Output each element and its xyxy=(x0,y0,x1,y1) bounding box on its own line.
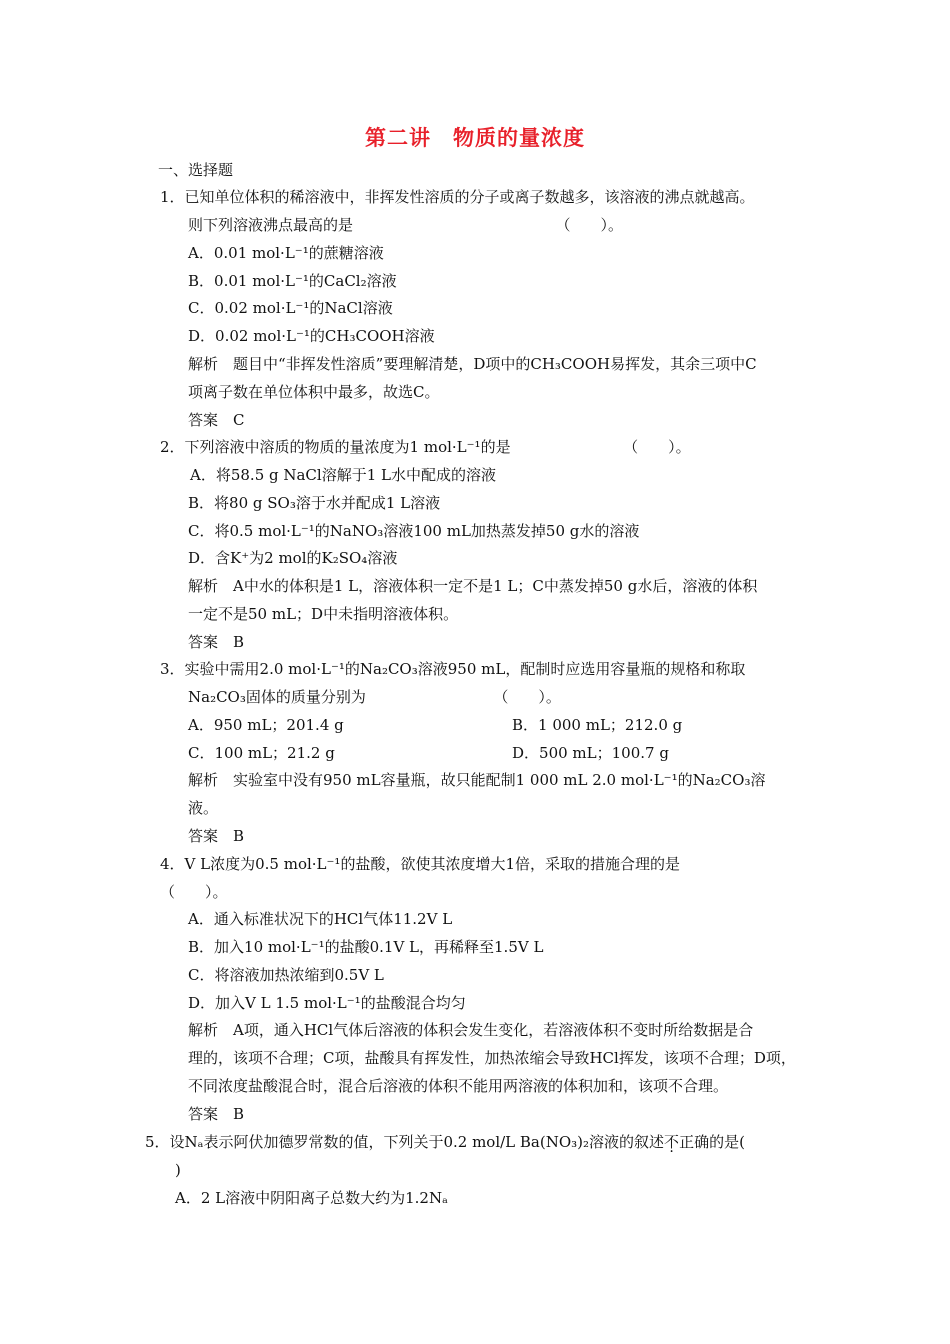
q2-option-d: D．含K⁺为2 mol的K₂SO₄溶液 xyxy=(188,549,398,567)
q4-option-a: A．通入标准状况下的HCl气体11.2V L xyxy=(188,910,453,928)
page-title: 第二讲 物质的量浓度 xyxy=(365,125,585,150)
q1-explanation-line2: 项离子数在单位体积中最多，故选C。 xyxy=(188,383,440,401)
q3-answer: 答案 B xyxy=(188,827,245,845)
q2-option-c: C．将0.5 mol·L⁻¹的NaNO₃溶液100 mL加热蒸发掉50 g水的溶液 xyxy=(188,522,640,540)
q3-option-b: B．1 000 mL；212.0 g xyxy=(512,716,683,734)
q1-stem-line2: 则下列溶液沸点最高的是 （ ）。 xyxy=(188,216,624,234)
q3-explanation-line1: 解析 实验室中没有950 mL容量瓶，故只能配制1 000 mL 2.0 mol·L⁻¹的Na₂CO₃溶 xyxy=(188,771,766,789)
q5-option-a: A．2 L溶液中阴阳离子总数大约为1.2Nₐ xyxy=(175,1189,448,1207)
q3-option-d: D．500 mL；100.7 g xyxy=(512,744,669,762)
q2-option-a: A．将58.5 g NaCl溶解于1 L水中配成的溶液 xyxy=(190,466,496,484)
q1-option-a: A．0.01 mol·L⁻¹的蔗糖溶液 xyxy=(188,244,384,262)
q3-stem-line1: 3．实验中需用2.0 mol·L⁻¹的Na₂CO₃溶液950 mL，配制时应选用容量瓶的规格和称取 xyxy=(160,660,746,678)
q4-explanation-line3: 不同浓度盐酸混合时，混合后溶液的体积不能用两溶液的体积加和，该项不合理。 xyxy=(188,1077,729,1095)
q5-stem-line1 xyxy=(145,1132,745,1152)
q5-stem-part1: 5．设Nₐ表示阿伏加德罗常数的值，下列关于0.2 mol/L Ba(NO₃)₂溶液的叙述 xyxy=(145,1133,665,1151)
q1-explanation-line1: 解析 题目中“非挥发性溶质”要理解清楚，D项中的CH₃COOH易挥发，其余三项中C xyxy=(188,355,757,373)
q5-stem-part2: 正确的是( xyxy=(679,1133,745,1151)
q4-option-b: B．加入10 mol·L⁻¹的盐酸0.1V L，再稀释至1.5V L xyxy=(188,938,544,956)
q3-option-a: A．950 mL；201.4 g xyxy=(188,716,344,734)
q3-option-c: C．100 mL；21.2 g xyxy=(188,744,335,762)
q4-answer: 答案 B xyxy=(188,1105,245,1123)
q4-stem-line2: （ ）。 xyxy=(160,883,228,901)
q4-stem-line1: 4．V L浓度为0.5 mol·L⁻¹的盐酸，欲使其浓度增大1倍，采取的措施合理的是 xyxy=(160,855,680,873)
q1-answer: 答案 C xyxy=(188,411,245,429)
section-heading: 一、选择题 xyxy=(158,161,234,179)
q1-option-b: B．0.01 mol·L⁻¹的CaCl₂溶液 xyxy=(188,272,397,290)
q4-option-d: D．加入V L 1.5 mol·L⁻¹的盐酸混合均匀 xyxy=(188,994,466,1012)
q2-explanation-line2: 一定不是50 mL；D中未指明溶液体积。 xyxy=(188,605,459,623)
q2-explanation-line1: 解析 A中水的体积是1 L，溶液体积一定不是1 L；C中蒸发掉50 g水后，溶液的体积 xyxy=(188,577,758,595)
q5-emphasis-char: 不 xyxy=(664,1133,680,1151)
q1-option-c: C．0.02 mol·L⁻¹的NaCl溶液 xyxy=(188,299,393,317)
q1-option-d: D．0.02 mol·L⁻¹的CH₃COOH溶液 xyxy=(188,327,435,345)
q2-stem-line1: 2．下列溶液中溶质的物质的量浓度为1 mol·L⁻¹的是 （ ）。 xyxy=(160,438,691,456)
q3-explanation-line2: 液。 xyxy=(188,799,219,817)
q5-stem-line2: ) xyxy=(175,1161,181,1179)
q2-option-b: B．将80 g SO₃溶于水并配成1 L溶液 xyxy=(188,494,441,512)
q4-option-c: C．将溶液加热浓缩到0.5V L xyxy=(188,966,384,984)
q1-stem-line1: 1．已知单位体积的稀溶液中，非挥发性溶质的分子或离子数越多，该溶液的沸点就越高。 xyxy=(160,188,755,206)
q3-stem-line2: Na₂CO₃固体的质量分别为 （ ）。 xyxy=(188,688,561,706)
q2-answer: 答案 B xyxy=(188,633,245,651)
q4-explanation-line2: 理的，该项不合理；C项，盐酸具有挥发性，加热浓缩会导致HCl挥发，该项不合理；D项， xyxy=(188,1049,796,1067)
q4-explanation-line1: 解析 A项，通入HCl气体后溶液的体积会发生变化，若溶液体积不变时所给数据是合 xyxy=(188,1021,754,1039)
